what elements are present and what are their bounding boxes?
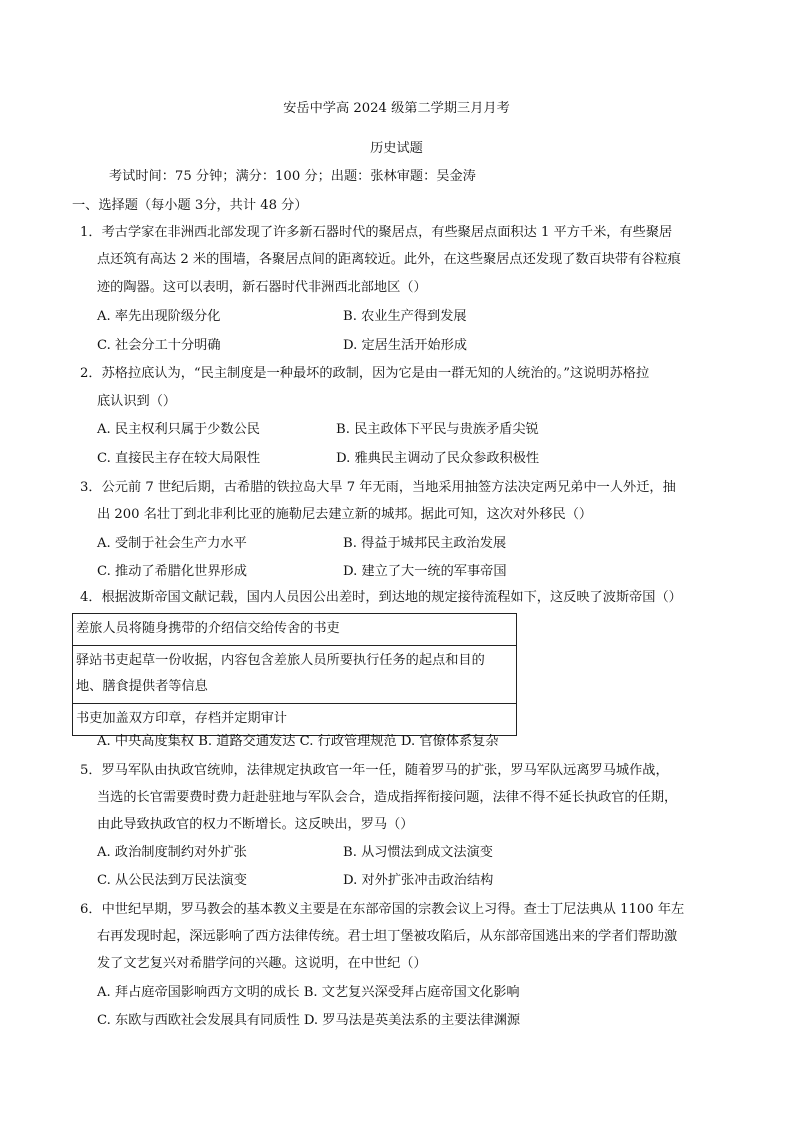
- reception-procedure-table: [72, 613, 517, 736]
- question-5-line-2: 当选的长官需要费时费力赶赴驻地与军队会合，造成指挥衔接问题，法律不得不延长执政官的任期，: [97, 790, 678, 805]
- question-1-line-2: 点还筑有高达 2 米的围墙，各聚居点间的距离较近。此外，在这些聚居点还发现了数百块带有谷粒痕: [97, 252, 681, 267]
- exam-title: 安岳中学高 2024 级第二学期三月月考: [283, 101, 510, 116]
- section-heading: 一、选择题（每小题 3分，共计 48 分）: [72, 198, 308, 213]
- question-3-option-c: C. 推动了希腊化世界形成: [97, 564, 247, 579]
- table-cell: 驿站书吏起草一份收据，内容包含差旅人员所要执行任务的起点和目的: [76, 653, 485, 668]
- question-5-line-1: 5．罗马军队由执政官统帅，法律规定执政官一年一任，随着罗马的扩张，罗马军队远离罗马城作战，: [80, 763, 669, 778]
- exam-info: 考试时间：75 分钟；满分：100 分；出题：张林审题：吴金涛: [109, 169, 476, 184]
- question-5-option-d: D. 对外扩张冲击政治结构: [343, 873, 494, 888]
- question-5-option-c: C. 从公民法到万民法演变: [97, 873, 247, 888]
- question-3-option-d: D. 建立了大一统的军事帝国: [343, 564, 507, 579]
- question-3-option-b: B. 得益于城邦民主政治发展: [343, 536, 507, 551]
- question-1-line-1: 1．考古学家在非洲西北部发现了许多新石器时代的聚居点，有些聚居点面积达 1 平方千米，有些聚居: [80, 225, 673, 240]
- question-2-option-d: D. 雅典民主调动了民众参政积极性: [336, 451, 540, 466]
- subject-title: 历史试题: [370, 141, 423, 156]
- question-1-option-d: D. 定居生活开始形成: [343, 338, 467, 353]
- table-cell: 书吏加盖双方印章，存档并定期审计: [76, 711, 287, 726]
- question-5-line-3: 由此导致执政官的权力不断增长。这反映出，罗马（）: [97, 817, 414, 832]
- question-1-option-b: B. 农业生产得到发展: [343, 309, 467, 324]
- question-3-line-1: 3．公元前 7 世纪后期，古希腊的铁拉岛大旱 7 年无雨，当地采用抽签方法决定两兄弟中一人外迁，抽: [80, 480, 676, 495]
- question-3-line-2: 出 200 名壮丁到北非利比亚的施勒尼去建立新的城邦。据此可知，这次对外移民（）: [97, 507, 593, 522]
- table-cell-continued: 地、膳食提供者等信息: [76, 679, 208, 694]
- question-2-line-1: 2．苏格拉底认为，“民主制度是一种最坏的政制，因为它是由一群无知的人统治的。”这说明苏格拉: [80, 366, 650, 381]
- question-6-line-1: 6．中世纪早期，罗马教会的基本教义主要是在东部帝国的宗教会议上习得。查士丁尼法典从 1100 年左: [80, 902, 685, 917]
- question-6-line-3: 发了文艺复兴对希腊学问的兴趣。这说明，在中世纪（）: [97, 956, 427, 971]
- question-2-option-c: C. 直接民主存在较大局限性: [97, 451, 261, 466]
- table-cell: 差旅人员将随身携带的介绍信交给传舍的书吏: [76, 621, 340, 636]
- question-5-option-b: B. 从习惯法到成文法演变: [343, 845, 493, 860]
- question-5-option-a: A. 政治制度制约对外扩张: [97, 845, 247, 860]
- question-6-options-ab: A. 拜占庭帝国影响西方文明的成长 B. 文艺复兴深受拜占庭帝国文化影响: [97, 985, 520, 1000]
- question-1-line-3: 迹的陶器。这可以表明，新石器时代非洲西北部地区（）: [97, 280, 427, 295]
- question-6-line-2: 右再发现时起，深远影响了西方法律传统。君士坦丁堡被攻陷后，从东部帝国逃出来的学者们帮助激: [97, 929, 678, 944]
- question-3-option-a: A. 受制于社会生产力水平: [97, 536, 247, 551]
- table-row: [73, 646, 516, 704]
- question-4-options: A. 中央高度集权 B. 道路交通发达 C. 行政管理规范 D. 官僚体系复杂: [97, 734, 499, 749]
- question-2-line-2: 底认识到（）: [97, 394, 177, 409]
- table-row: [73, 614, 516, 646]
- question-2-option-a: A. 民主权利只属于少数公民: [97, 422, 260, 437]
- question-6-options-cd: C. 东欧与西欧社会发展具有同质性 D. 罗马法是英美法系的主要法律渊源: [97, 1013, 521, 1028]
- question-4-line-1: 4．根据波斯帝国文献记载，国内人员因公出差时，到达地的规定接待流程如下，这反映了波斯帝国（）: [80, 590, 682, 605]
- question-1-option-c: C. 社会分工十分明确: [97, 338, 221, 353]
- question-1-option-a: A. 率先出现阶级分化: [97, 309, 221, 324]
- question-2-option-b: B. 民主政体下平民与贵族矛盾尖锐: [336, 422, 539, 437]
